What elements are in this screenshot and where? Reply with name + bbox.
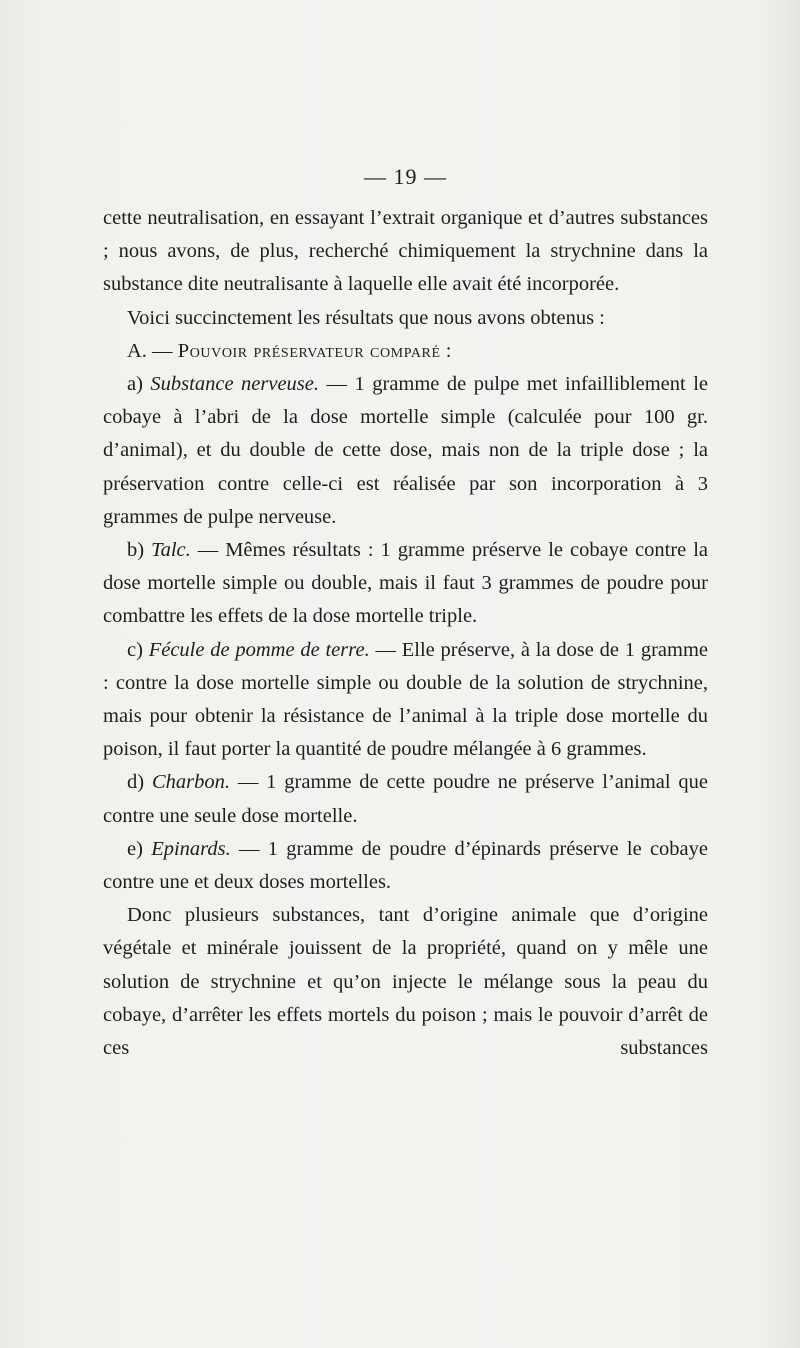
item-b-paragraph [103,534,708,634]
paragraph-continuation: cette neutralisation, en essayant l’extrait organique et d’autres substances ; nous avons, de plus, recherché chimiquement la strychnine dans la substance dite neutralisante à laquelle elle avait été incorporée. [103,207,708,296]
item-b-marker: b) [127,539,152,562]
section-heading [103,335,708,368]
item-e-marker: e) [127,837,152,860]
item-c-text: — Elle préserve, à la dose de 1 gramme : contre la dose mortelle simple ou double de la solution de strychnine, mais pour obtenir la résistance de l’animal à la triple dose mortelle du poison, il faut porter la quantité de poudre mélangée à 6 grammes. [103,638,708,761]
item-a-text: — 1 gramme de pulpe met infailliblement le cobaye à l’abri de la dose mortelle simple (calculée pour 100 gr. d’animal), et du double de cette dose, mais non de la triple dose ; la préservation contre celle-ci est réalisée par son incorporation à 3 grammes de pulpe nerveuse. [103,373,708,528]
item-e-title: Epinards. [151,837,231,860]
item-e-text: — 1 gramme de poudre d’épinards préserve le cobaye contre une et deux doses mortelles. [103,837,708,894]
item-d-paragraph [103,766,708,832]
item-c-marker: c) [127,638,149,661]
item-c-paragraph [103,634,708,767]
item-a-marker: a) [127,373,151,396]
item-d-title: Charbon. [151,771,230,794]
page-number: — 19 — [364,164,447,189]
section-suffix: : [440,339,452,362]
section-prefix: A. — [127,339,178,362]
item-c-title: Fécule de pomme de terre. [148,638,370,661]
item-b-text: — Mêmes résultats : 1 gramme préserve le cobaye contre la dose mortelle simple ou double, mais il faut 3 grammes de poudre pour combattre les effets de la dose mortelle triple. [103,539,709,628]
page-text-block [103,152,708,1065]
item-e-paragraph [103,833,708,899]
item-b-title: Talc. [151,539,191,562]
item-a-paragraph [103,368,708,534]
section-title: Pouvoir préservateur comparé [177,339,441,362]
item-d-text: — 1 gramme de cette poudre ne préserve l’animal que contre une seule dose mortelle. [103,771,709,827]
item-a-title: Substance nerveuse. [150,373,320,396]
item-d-marker: d) [127,771,152,794]
paragraph-conclusion: Donc plusieurs substances, tant d’origine animale que d’origine végétale et minérale jouissent de la propriété, quand on y mêle une solution de strychnine et qu’on injecte le mélange sous la peau du cobaye, d’arrêter les effets mortels du poison ; mais le pouvoir d’arrêt de ces substances [103,904,708,1060]
paragraph-intro: Voici succinctement les résultats que nous avons obtenus : [127,306,605,329]
